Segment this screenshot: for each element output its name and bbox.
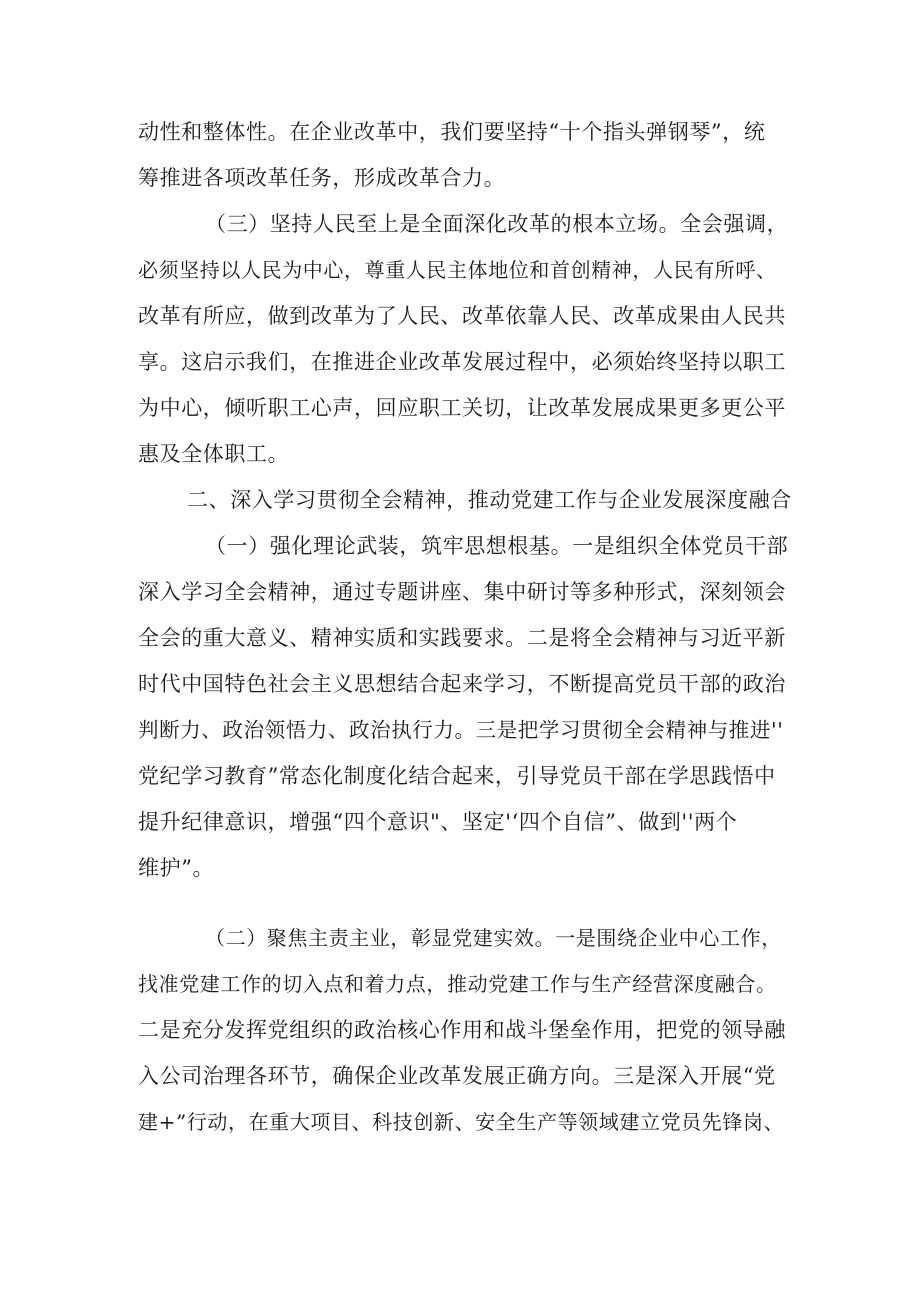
section-heading: 二、深入学习贯彻全会精神，推动党建工作与企业发展深度融合 [187,488,792,512]
paragraph-first-line: （三）坚持人民至上是全面深化改革的根本立场。全会强调， [205,212,789,236]
body-text-line: 为中心，倾听职工心声，回应职工关切，让改革发展成果更多更公平 [138,396,786,420]
body-text-line: 动性和整体性。在企业改革中，我们要坚持“十个指头弹钢琴”，统 [138,120,766,144]
body-text-line: 改革有所应，做到改革为了人民、改革依靠人民、改革成果由人民共 [138,304,786,328]
paragraph-first-line: （二）聚焦主责主业，彰显党建实效。一是围绕企业中心工作， [205,926,782,950]
body-text-line: 深入学习全会精神，通过专题讲座、集中研讨等多种形式，深刻领会 [138,580,786,604]
body-text-line: 入公司治理各环节，确保企业改革发展正确方向。三是深入开展“党 [138,1064,776,1088]
body-text-line: 筹推进各项改革任务，形成改革合力。 [138,166,506,190]
body-text-line: 时代中国特色社会主义思想结合起来学习，不断提高党员干部的政治 [138,672,786,696]
paragraph-first-line: （一）强化理论武装，筑牢思想根基。一是组织全体党员干部 [205,534,789,558]
body-text-line: 享。这启示我们，在推进企业改革发展过程中，必须始终坚持以职工 [138,350,786,374]
body-text-line: 提升纪律意识，增强“四个意识"、坚定'‘四个自信”、做到''两个 [138,810,738,834]
body-text-line: 判断力、政治领悟力、政治执行力。三是把学习贯彻全会精神与推进'' [138,718,784,742]
body-text-line: 党纪学习教育”常态化制度化结合起来，引导党员干部在学思践悟中 [138,764,776,788]
body-text-line: 建+”行动，在重大项目、科技创新、安全生产等领域建立党员先锋岗、 [138,1110,785,1134]
body-text-line: 惠及全体职工。 [138,442,290,466]
body-text-line: 全会的重大意义、精神实质和实践要求。二是将全会精神与习近平新 [138,626,786,650]
body-text-line: 维护”。 [138,856,215,880]
body-text-line: 二是充分发挥党组织的政治核心作用和战斗堡垒作用，把党的领导融 [138,1018,786,1042]
body-text-line: 必须坚持以人民为中心，尊重人民主体地位和首创精神，人民有所呼、 [138,258,777,282]
body-text-line: 找准党建工作的切入点和着力点，推动党建工作与生产经营深度融合。 [138,972,777,996]
